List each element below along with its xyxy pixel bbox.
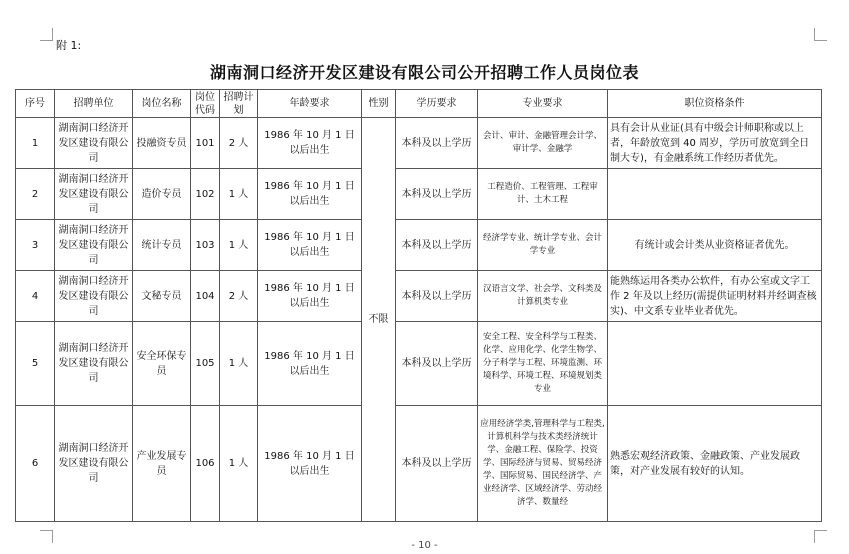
row-code: 105 (191, 322, 220, 406)
row-post: 统计专员 (133, 220, 191, 271)
row-post: 投融资专员 (133, 118, 191, 169)
row-code: 106 (191, 406, 220, 522)
col-header-education: 学历要求 (396, 90, 478, 118)
row-age: 1986 年 10 月 1 日以后出生 (258, 322, 362, 406)
row-unit: 湖南洞口经济开发区建设有限公司 (55, 169, 133, 220)
table-row (16, 322, 822, 406)
row-major: 汉语言文学、社会学、文科类及计算机类专业 (478, 271, 608, 322)
row-age: 1986 年 10 月 1 日以后出生 (258, 271, 362, 322)
table-row (16, 118, 822, 169)
row-code: 103 (191, 220, 220, 271)
col-header-gender: 性别 (362, 90, 396, 118)
row-major: 经济学专业、统计学专业、会计学专业 (478, 220, 608, 271)
table-row (16, 271, 822, 322)
table-row (16, 169, 822, 220)
row-age: 1986 年 10 月 1 日以后出生 (258, 406, 362, 522)
col-header-age: 年龄要求 (258, 90, 362, 118)
row-unit: 湖南洞口经济开发区建设有限公司 (55, 271, 133, 322)
crop-mark-top-left (40, 28, 53, 41)
table-row (16, 406, 822, 522)
row-plan: 2 人 (220, 271, 258, 322)
row-major: 工程造价、工程管理、工程审计、土木工程 (478, 169, 608, 220)
row-plan: 1 人 (220, 406, 258, 522)
col-header-plan: 招聘计划 (220, 90, 258, 118)
row-qualification: 能熟练运用各类办公软件，有办公室或文字工作 2 年及以上经历(需提供证明材料并经调查核实)、中文系专业毕业者优先。 (608, 271, 822, 322)
row-post: 安全环保专员 (133, 322, 191, 406)
row-unit: 湖南洞口经济开发区建设有限公司 (55, 220, 133, 271)
col-header-code: 岗位代码 (191, 90, 220, 118)
row-no: 5 (16, 322, 55, 406)
positions-table (15, 89, 822, 522)
row-qualification (608, 322, 822, 406)
row-education: 本科及以上学历 (396, 271, 478, 322)
row-qualification: 熟悉宏观经济政策、金融政策、产业发展政策，对产业发展有较好的认知。 (608, 406, 822, 522)
row-education: 本科及以上学历 (396, 322, 478, 406)
col-header-major: 专业要求 (478, 90, 608, 118)
attachment-label: 附 1: (56, 39, 82, 52)
row-major: 会计、审计、金融管理会计学、审计学、金融学 (478, 118, 608, 169)
page-number: - 10 - (411, 540, 438, 551)
row-no: 3 (16, 220, 55, 271)
row-age: 1986 年 10 月 1 日以后出生 (258, 220, 362, 271)
row-education: 本科及以上学历 (396, 406, 478, 522)
row-plan: 2 人 (220, 118, 258, 169)
col-header-post: 岗位名称 (133, 90, 191, 118)
gender-cell: 不限 (362, 118, 396, 522)
row-qualification: 具有会计从业证(具有中级会计师职称或以上者，年龄放宽到 40 周岁，学历可放宽到全日制大专)，有金融系统工作经历者优先。 (608, 118, 822, 169)
row-plan: 1 人 (220, 220, 258, 271)
row-code: 104 (191, 271, 220, 322)
row-age: 1986 年 10 月 1 日以后出生 (258, 118, 362, 169)
row-unit: 湖南洞口经济开发区建设有限公司 (55, 118, 133, 169)
row-major: 应用经济学类,管理科学与工程类,计算机科学与技术类经济统计学、金融工程、保险学、投资学、国际经济与贸易、贸易经济学、国际贸易、国民经济学、产业经济学、区域经济学、劳动经济学、数量经 (478, 406, 608, 522)
row-plan: 1 人 (220, 322, 258, 406)
crop-mark-top-right (814, 28, 827, 41)
row-major: 安全工程、安全科学与工程类、化学、应用化学、化学生物学、分子科学与工程、环境监测、环境科学、环境工程、环境规划类专业 (478, 322, 608, 406)
row-plan: 1 人 (220, 169, 258, 220)
page-title: 湖南洞口经济开发区建设有限公司公开招聘工作人员岗位表 (209, 63, 639, 82)
row-code: 102 (191, 169, 220, 220)
col-header-unit: 招聘单位 (55, 90, 133, 118)
row-post: 造价专员 (133, 169, 191, 220)
row-no: 4 (16, 271, 55, 322)
row-education: 本科及以上学历 (396, 118, 478, 169)
row-unit: 湖南洞口经济开发区建设有限公司 (55, 322, 133, 406)
table-row (16, 220, 822, 271)
row-qualification: 有统计或会计类从业资格证者优先。 (608, 220, 822, 271)
row-no: 6 (16, 406, 55, 522)
table-header-row (16, 90, 822, 118)
col-header-qualification: 职位资格条件 (608, 90, 822, 118)
row-post: 产业发展专员 (133, 406, 191, 522)
row-no: 2 (16, 169, 55, 220)
col-header-no: 序号 (16, 90, 55, 118)
row-post: 文秘专员 (133, 271, 191, 322)
row-qualification (608, 169, 822, 220)
row-education: 本科及以上学历 (396, 220, 478, 271)
row-code: 101 (191, 118, 220, 169)
row-age: 1986 年 10 月 1 日以后出生 (258, 169, 362, 220)
row-unit: 湖南洞口经济开发区建设有限公司 (55, 406, 133, 522)
row-education: 本科及以上学历 (396, 169, 478, 220)
row-no: 1 (16, 118, 55, 169)
